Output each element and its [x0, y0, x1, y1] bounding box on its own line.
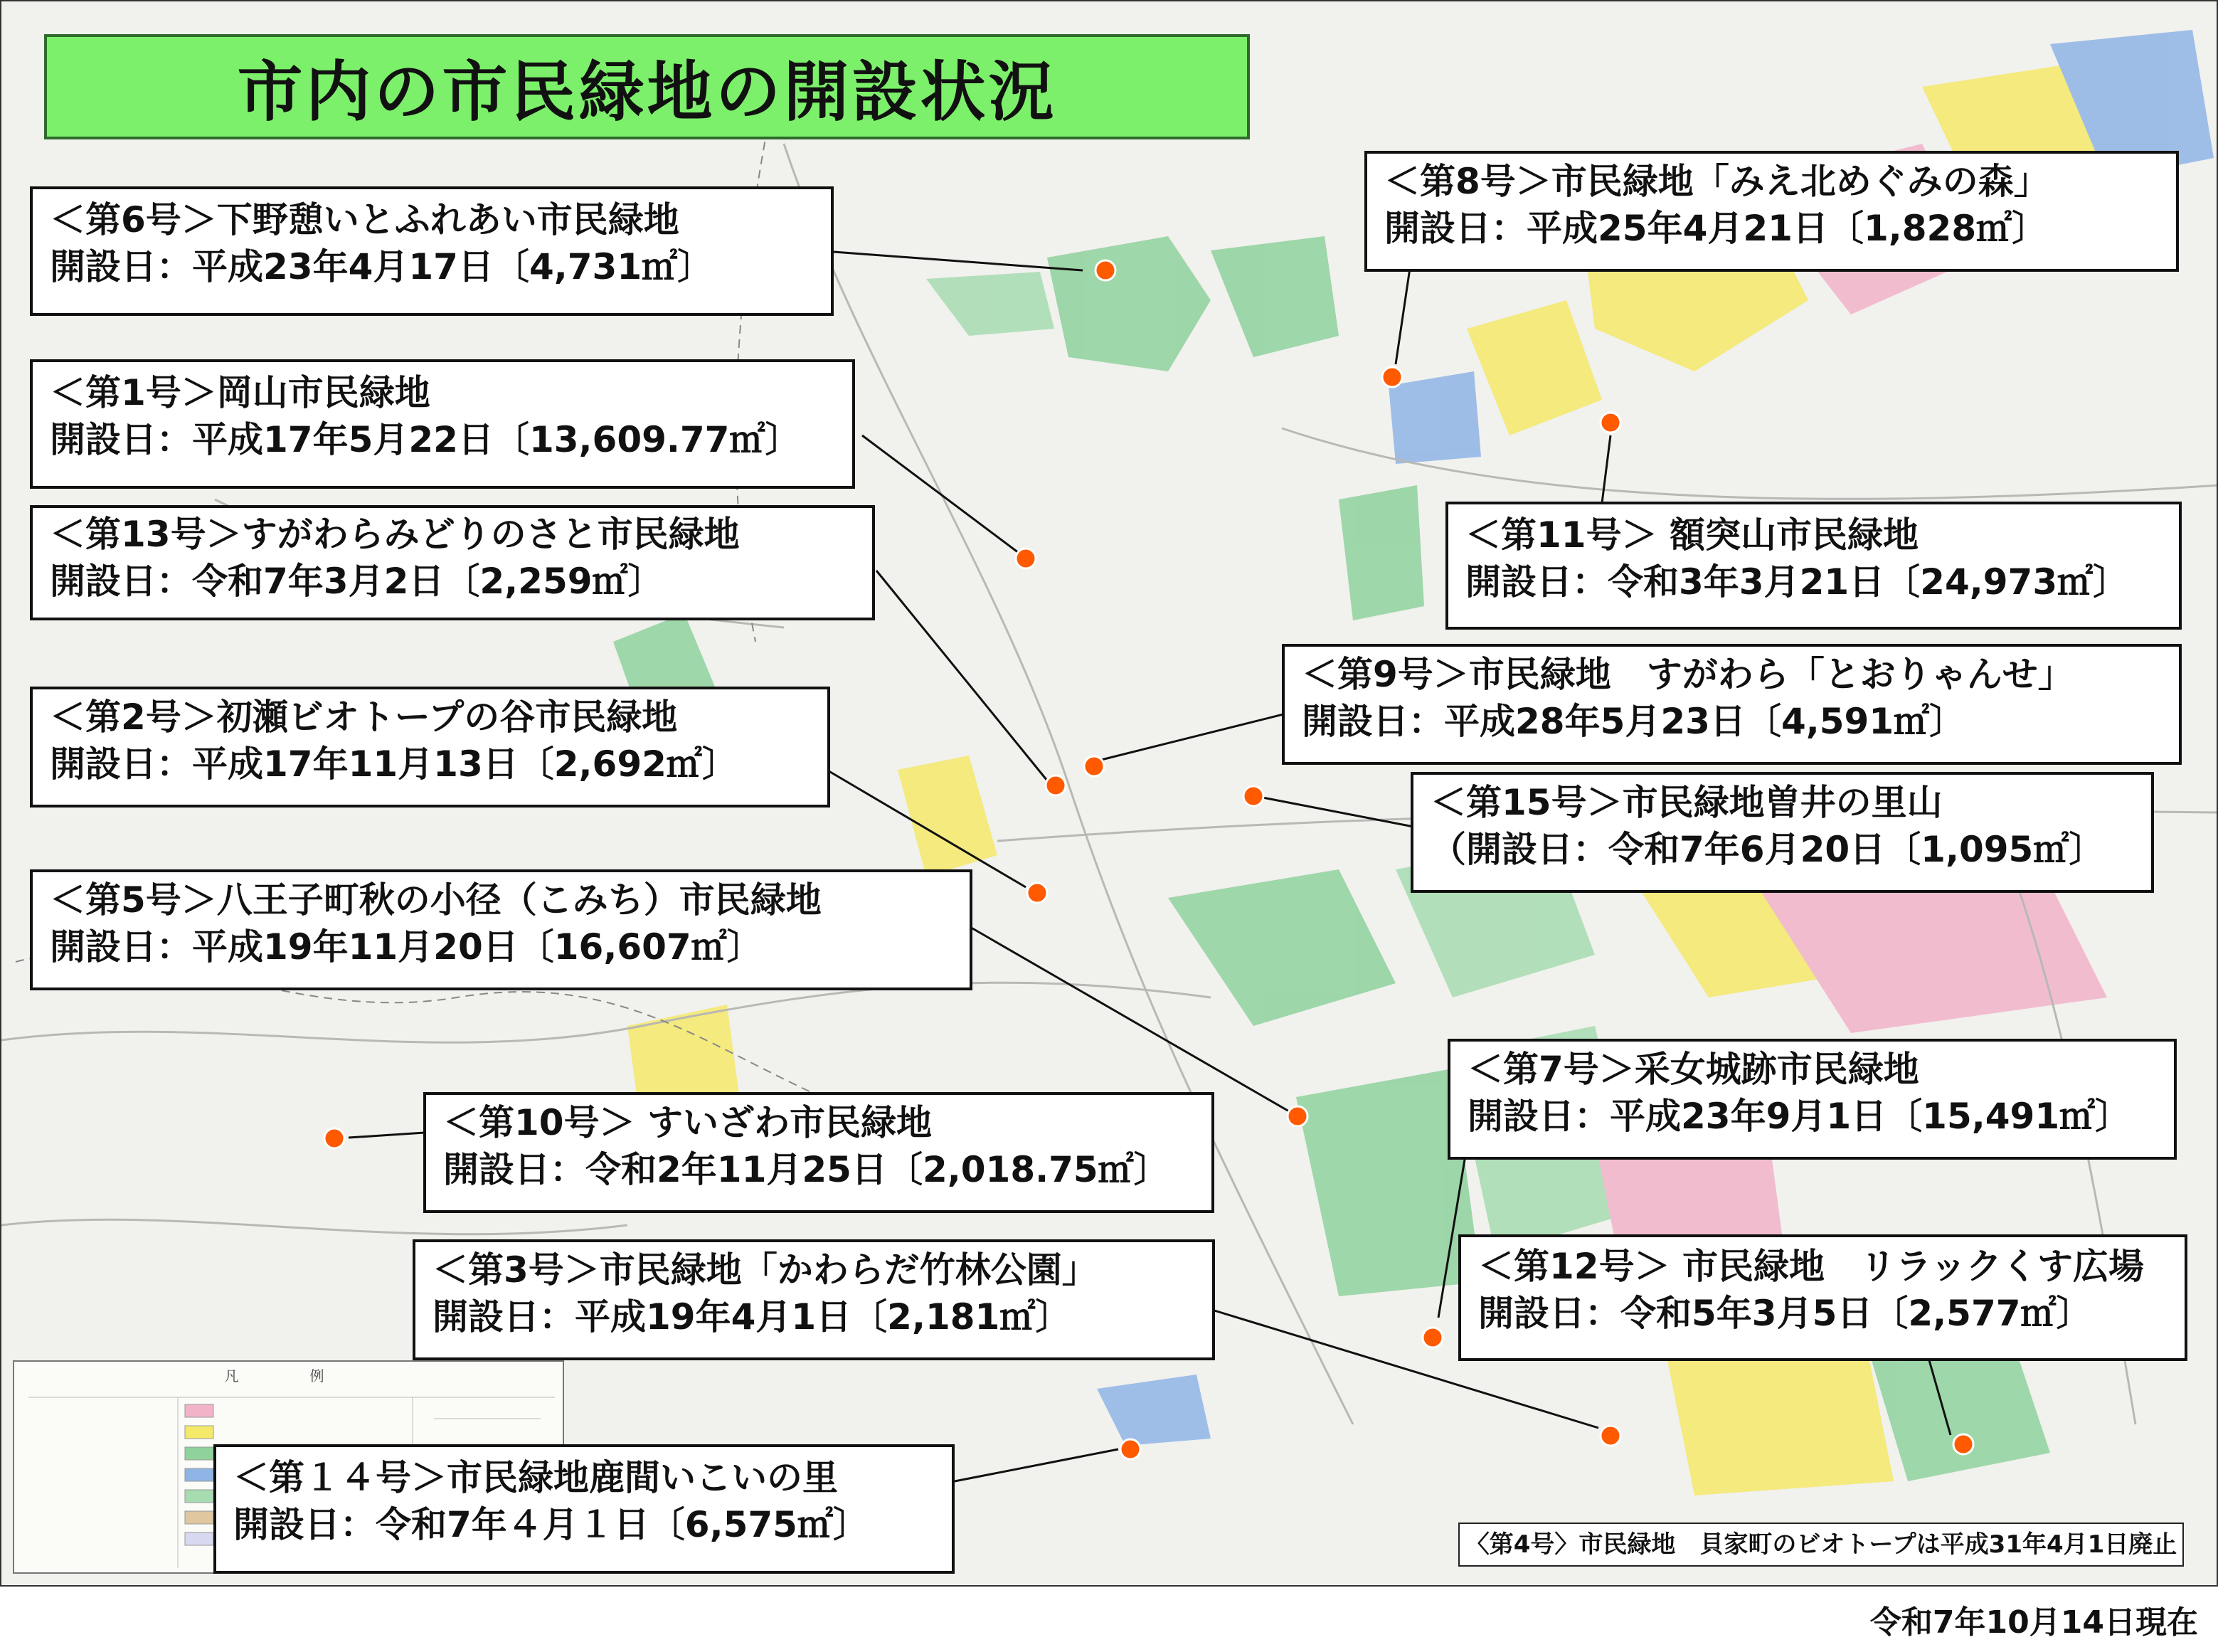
callout-12-name: ＜第12号＞ 市民緑地 リラックくす広場	[1478, 1246, 2144, 1287]
marker-5	[1288, 1106, 1307, 1126]
callout-13-date: 開設日：令和7年3月2日〔2,259㎡〕	[50, 561, 664, 602]
callout-6	[30, 186, 834, 316]
callout-6-name: ＜第6号＞下野憩いとふれあい市民緑地	[50, 199, 679, 240]
callout-13-name: ＜第13号＞すがわらみどりのさと市民緑地	[50, 514, 740, 555]
callout-11-date: 開設日：令和3年3月21日〔24,973㎡〕	[1465, 561, 2129, 603]
callout-7-date: 開設日：平成23年9月1日〔15,491㎡〕	[1468, 1096, 2131, 1137]
marker-7	[1423, 1328, 1443, 1347]
callout-1-name: ＜第1号＞岡山市民緑地	[50, 372, 430, 413]
callout-10-name: ＜第10号＞ すいざわ市民緑地	[443, 1102, 932, 1143]
callout-3-date: 開設日：平成19年4月1日〔2,181㎡〕	[433, 1296, 1071, 1338]
marker-12	[1953, 1434, 1973, 1454]
callout-6-date: 開設日：平成23年4月17日〔4,731㎡〕	[50, 246, 713, 287]
marker-13	[1046, 775, 1066, 795]
callout-11	[1445, 502, 2182, 630]
callout-8-name: ＜第8号＞市民緑地「みえ北めぐみの森」	[1384, 161, 2049, 202]
callout-7-name: ＜第7号＞采女城跡市民緑地	[1468, 1049, 1919, 1090]
callout-8	[1364, 151, 2179, 272]
marker-11	[1601, 413, 1620, 433]
callout-15	[1411, 772, 2154, 893]
callout-9-name: ＜第9号＞市民緑地 すがわら「とおりゃんせ」	[1302, 654, 2074, 695]
abolished-note: 〈第4号〉市民緑地 貝家町のビオトープは平成31年4月1日廃止	[1458, 1523, 2184, 1567]
callout-15-name: ＜第15号＞市民緑地曽井の里山	[1431, 782, 1943, 823]
callout-5-date: 開設日：平成19年11月20日〔16,607㎡〕	[50, 926, 763, 968]
callout-10-date: 開設日：令和2年11月25日〔2,018.75㎡〕	[443, 1149, 1169, 1190]
callout-14	[213, 1444, 955, 1574]
callout-14-date: 開設日：令和7年４月１日〔6,575㎡〕	[233, 1504, 869, 1545]
callout-12	[1458, 1234, 2187, 1361]
marker-1	[1016, 549, 1036, 568]
callout-1-date: 開設日：平成17年5月22日〔13,609.77㎡〕	[50, 419, 801, 460]
callout-8-date: 開設日：平成25年4月21日〔1,828㎡〕	[1384, 208, 2048, 249]
callout-3-name: ＜第3号＞市民緑地「かわらだ竹林公園」	[433, 1249, 1098, 1291]
callout-2-name: ＜第2号＞初瀬ビオトープの谷市民緑地	[50, 697, 678, 738]
callout-9-date: 開設日：平成28年5月23日〔4,591㎡〕	[1302, 701, 1965, 742]
page-title: 市内の市民緑地の開設状況	[44, 34, 1250, 139]
callout-15-date: （開設日：令和7年6月20日〔1,095㎡〕	[1431, 829, 2105, 870]
legend-title: 凡 例	[224, 1367, 353, 1384]
callout-9	[1282, 644, 2182, 765]
callout-11-name: ＜第11号＞ 額突山市民緑地	[1465, 514, 1919, 556]
marker-8	[1382, 367, 1402, 387]
marker-10	[324, 1128, 344, 1148]
marker-14	[1120, 1439, 1140, 1459]
as-of-date: 令和7年10月14日現在	[1869, 1604, 2198, 1641]
marker-3	[1601, 1426, 1620, 1446]
marker-6	[1095, 260, 1115, 280]
marker-9	[1084, 756, 1104, 776]
callout-12-date: 開設日：令和5年3月5日〔2,577㎡〕	[1478, 1293, 2092, 1334]
callout-5-name: ＜第5号＞八王子町秋の小径（こみち）市民緑地	[50, 879, 822, 921]
callout-14-name: ＜第１４号＞市民緑地鹿間いこいの里	[233, 1457, 838, 1498]
callout-2-date: 開設日：平成17年11月13日〔2,692㎡〕	[50, 743, 738, 785]
callout-13	[30, 505, 875, 620]
callout-3	[413, 1239, 1215, 1360]
marker-15	[1243, 786, 1263, 806]
callout-10	[423, 1092, 1214, 1213]
callout-5	[30, 869, 972, 990]
marker-2	[1027, 883, 1047, 903]
callout-7	[1448, 1039, 2177, 1160]
callout-2	[30, 687, 830, 808]
callout-1	[30, 359, 855, 489]
